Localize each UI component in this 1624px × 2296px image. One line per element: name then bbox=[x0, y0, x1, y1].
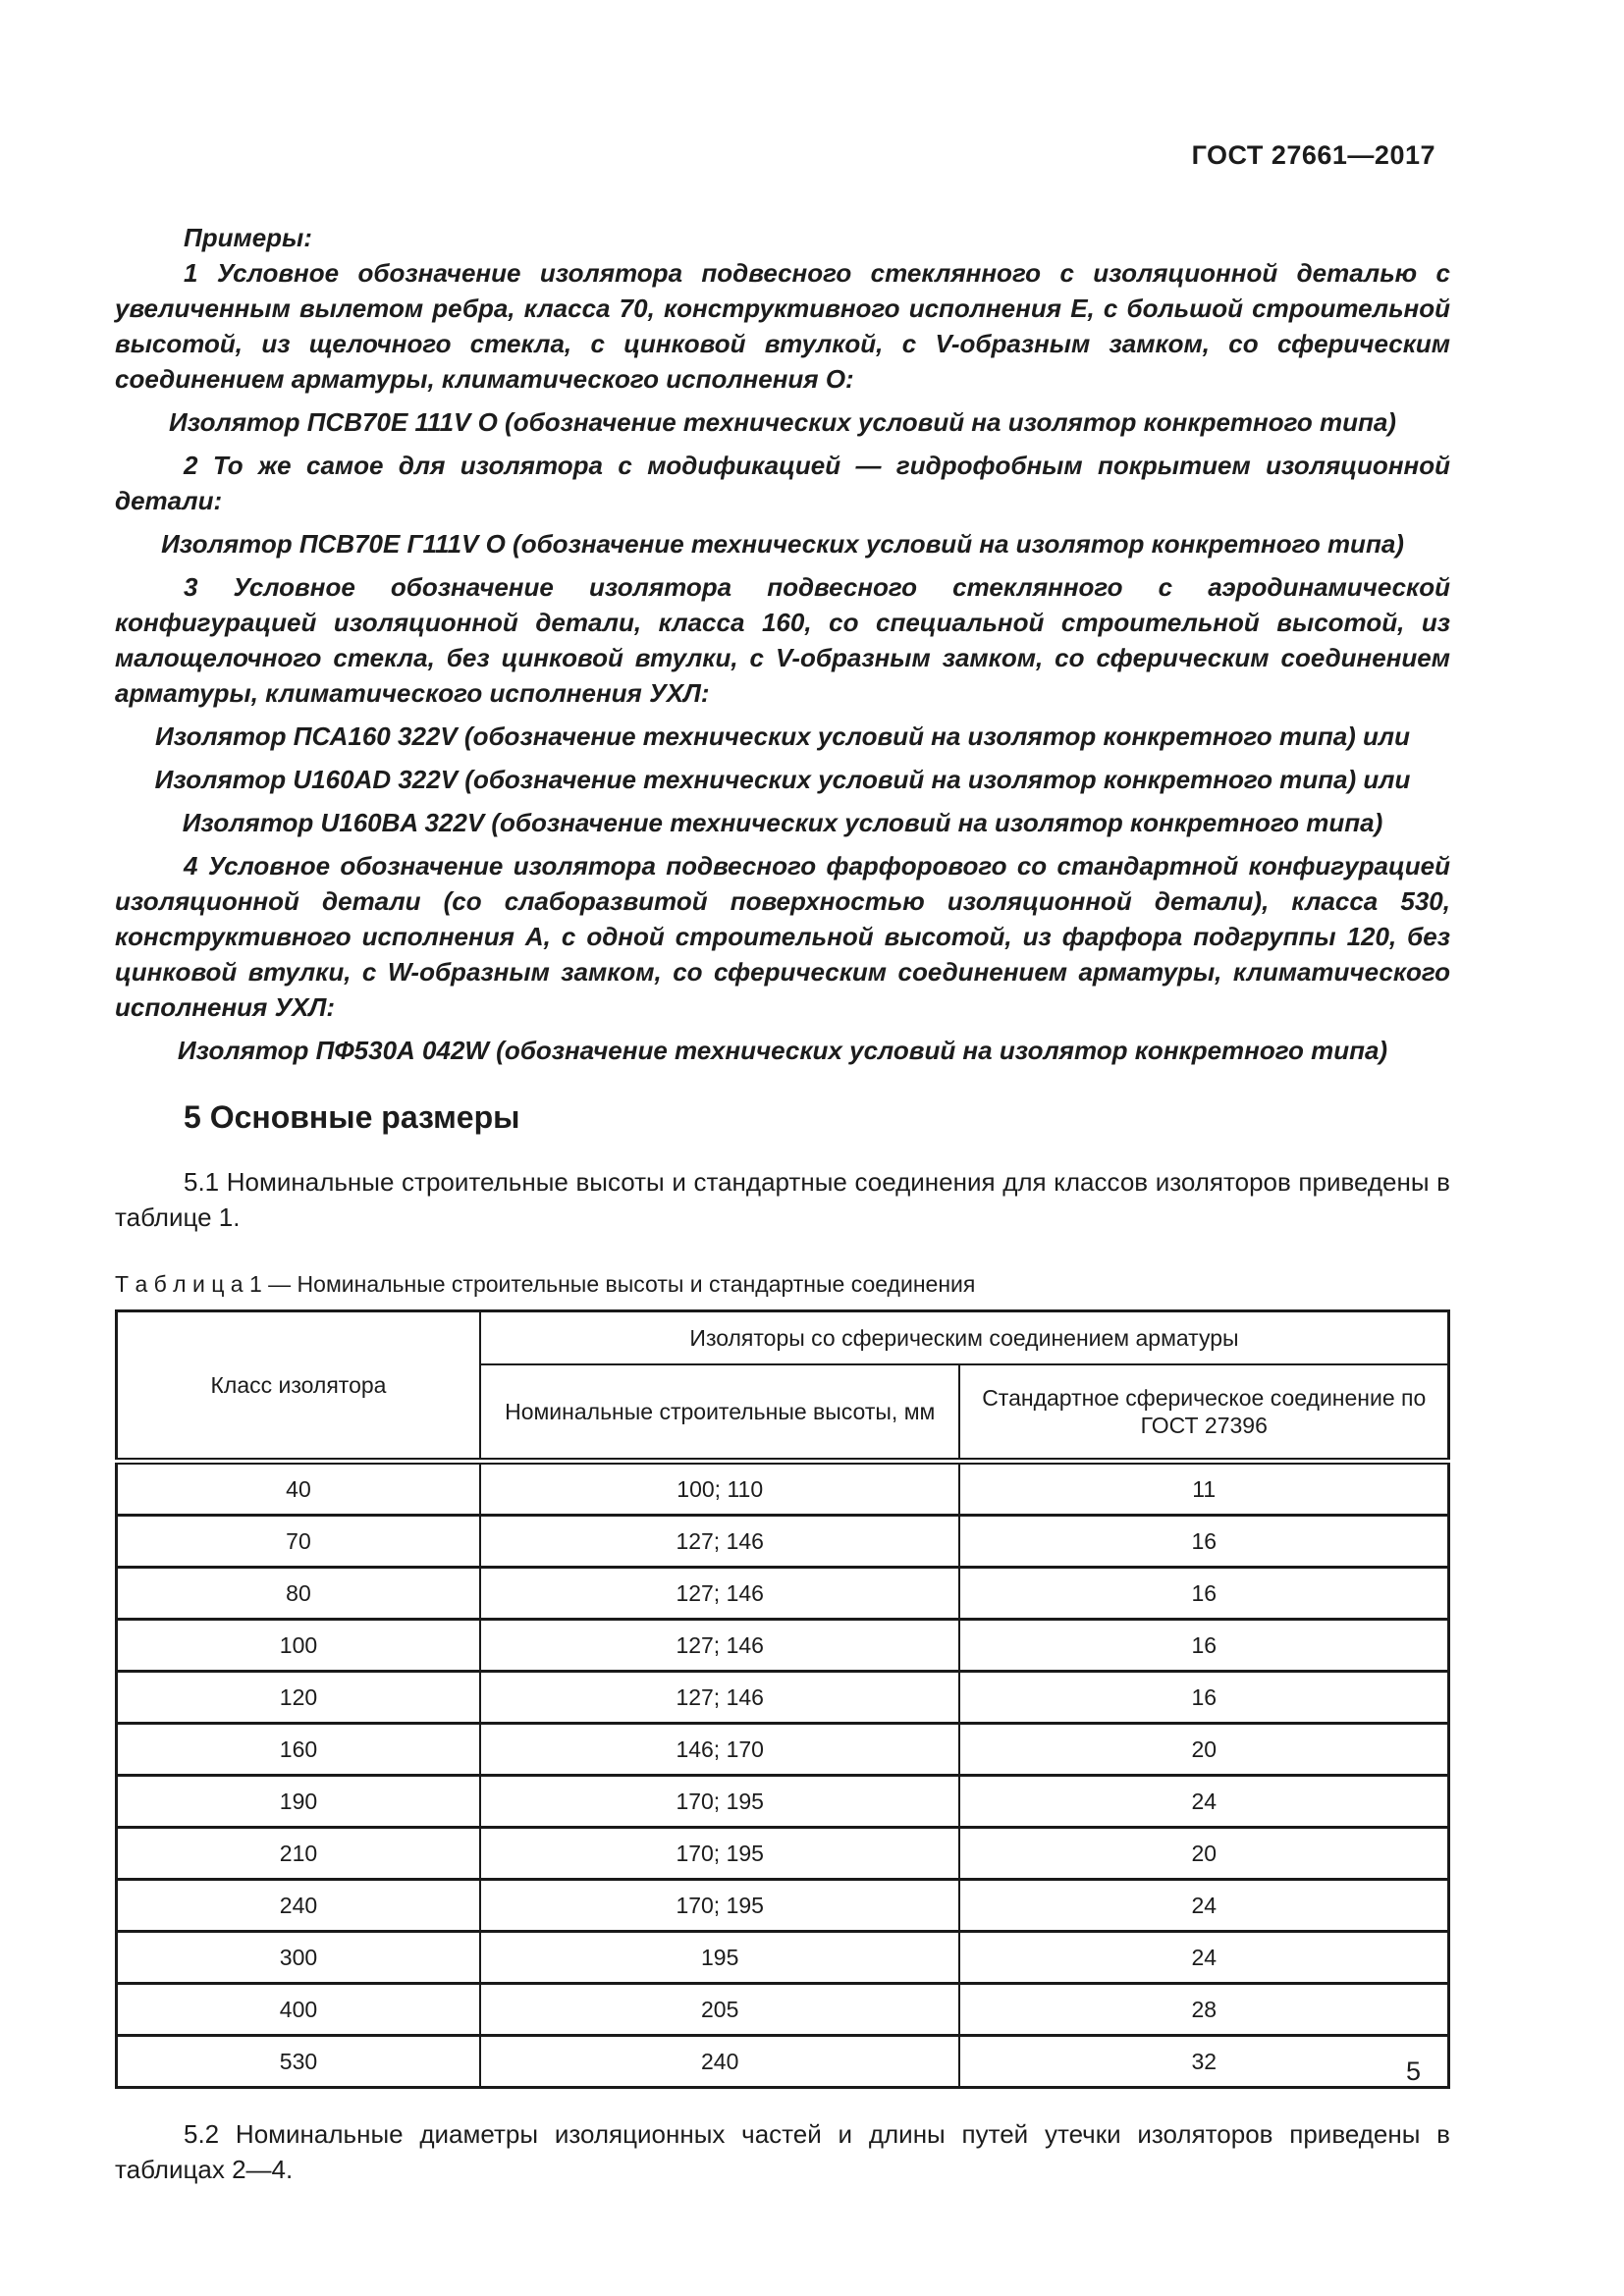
clause-5-1: 5.1 Номинальные строительные высоты и стандартные соединения для классов изоляторов приведены в таблице 1. bbox=[115, 1167, 1450, 1232]
table-cell: 127; 146 bbox=[480, 1516, 960, 1568]
table-cell: 70 bbox=[117, 1516, 480, 1568]
example-4-designation: Изолятор ПФ530А 042W (обозначение технических условий на изолятор конкретного типа) bbox=[177, 1036, 1388, 1065]
table-cell: 190 bbox=[117, 1776, 480, 1828]
example-2-designation: Изолятор ПСВ70Е Г111V О (обозначение технических условий на изолятор конкретного типа) bbox=[161, 529, 1404, 559]
table-cell: 24 bbox=[959, 1932, 1448, 1984]
example-1-designation: Изолятор ПСВ70Е 111V О (обозначение технических условий на изолятор конкретного типа) bbox=[169, 407, 1396, 437]
table-cell: 100; 110 bbox=[480, 1462, 960, 1516]
example-1-text: 1 Условное обозначение изолятора подвесного стеклянного с изоляционной деталью с увеличенным вылетом ребра, класса 70, конструктивного исполнения Е, с большой строительной высотой, из щелочного стекла, с цинковой втулкой, с V-образным замком, со сферическим соединением арматуры, климатического исполнения О: bbox=[115, 258, 1450, 394]
table-cell: 28 bbox=[959, 1984, 1448, 2036]
table-cell: 11 bbox=[959, 1462, 1448, 1516]
table-cell: 32 bbox=[959, 2036, 1448, 2088]
table-cell: 530 bbox=[117, 2036, 480, 2088]
table-cell: 170; 195 bbox=[480, 1828, 960, 1880]
table-row bbox=[117, 1880, 1449, 1932]
example-3-designation-1: Изолятор ПСА160 322V (обозначение технических условий на изолятор конкретного типа) или bbox=[155, 721, 1410, 751]
example-2-text: 2 То же самое для изолятора с модификацией — гидрофобным покрытием изоляционной детали: bbox=[115, 451, 1450, 515]
table-row bbox=[117, 1724, 1449, 1776]
column-header-class: Класс изолятора bbox=[117, 1311, 480, 1462]
table-cell: 240 bbox=[480, 2036, 960, 2088]
table-cell: 16 bbox=[959, 1620, 1448, 1672]
table-cell: 20 bbox=[959, 1724, 1448, 1776]
table-cell: 170; 195 bbox=[480, 1880, 960, 1932]
example-4-text: 4 Условное обозначение изолятора подвесного фарфорового со стандартной конфигурацией изоляционной детали (со слаборазвитой поверхностью изоляционной детали), класса 530, конструктивного исполнения А, с одной строительной высотой, из фарфора подгруппы 120, без цинковой втулки, с W-образным замком, со сферическим соединением арматуры, климатического исполнения УХЛ: bbox=[115, 851, 1450, 1022]
doc-number: ГОСТ 27661—2017 bbox=[1191, 140, 1435, 170]
table-cell: 160 bbox=[117, 1724, 480, 1776]
table-header-row-1 bbox=[117, 1311, 1449, 1365]
example-3-designation-2: Изолятор U160AD 322V (обозначение технических условий на изолятор конкретного типа) или bbox=[154, 765, 1411, 794]
table-row bbox=[117, 1672, 1449, 1724]
table-cell: 24 bbox=[959, 1880, 1448, 1932]
table-row bbox=[117, 1568, 1449, 1620]
clause-5-2: 5.2 Номинальные диаметры изоляционных частей и длины путей утечки изоляторов приведены в таблицах 2—4. bbox=[115, 2119, 1450, 2184]
table-cell: 146; 170 bbox=[480, 1724, 960, 1776]
table-row bbox=[117, 1984, 1449, 2036]
table-cell: 24 bbox=[959, 1776, 1448, 1828]
table-cell: 127; 146 bbox=[480, 1620, 960, 1672]
table-cell: 40 bbox=[117, 1462, 480, 1516]
table-cell: 300 bbox=[117, 1932, 480, 1984]
examples-label: Примеры: bbox=[184, 223, 312, 252]
table-cell: 127; 146 bbox=[480, 1672, 960, 1724]
table-caption-label: Т а б л и ц а 1 bbox=[115, 1271, 262, 1297]
example-3-designation-3: Изолятор U160BA 322V (обозначение технических условий на изолятор конкретного типа) bbox=[182, 808, 1383, 837]
table-cell: 127; 146 bbox=[480, 1568, 960, 1620]
column-header-connection: Стандартное сферическое соединение по ГОСТ 27396 bbox=[959, 1364, 1448, 1462]
table-cell: 120 bbox=[117, 1672, 480, 1724]
table-row bbox=[117, 1462, 1449, 1516]
table-cell: 400 bbox=[117, 1984, 480, 2036]
table-cell: 16 bbox=[959, 1672, 1448, 1724]
table-cell: 210 bbox=[117, 1828, 480, 1880]
page-content bbox=[115, 220, 1450, 2213]
table-cell: 100 bbox=[117, 1620, 480, 1672]
table-cell: 16 bbox=[959, 1516, 1448, 1568]
table-cell: 80 bbox=[117, 1568, 480, 1620]
table-cell: 170; 195 bbox=[480, 1776, 960, 1828]
table-row bbox=[117, 1516, 1449, 1568]
table-row bbox=[117, 1776, 1449, 1828]
table-cell: 205 bbox=[480, 1984, 960, 2036]
table-1 bbox=[115, 1309, 1450, 2089]
table-cell: 240 bbox=[117, 1880, 480, 1932]
page-number: 5 bbox=[1405, 2056, 1421, 2086]
column-header-heights: Номинальные строительные высоты, мм bbox=[480, 1364, 960, 1462]
table-row bbox=[117, 1932, 1449, 1984]
column-header-group: Изоляторы со сферическим соединением арматуры bbox=[480, 1311, 1449, 1365]
table-cell: 16 bbox=[959, 1568, 1448, 1620]
table-cell: 20 bbox=[959, 1828, 1448, 1880]
table-row bbox=[117, 1620, 1449, 1672]
example-3-text: 3 Условное обозначение изолятора подвесного стеклянного с аэродинамической конфигурацией изоляционной детали, класса 160, со специальной строительной высотой, из малощелочного стекла, без цинковой втулки, с V-образным замком, со сферическим соединением арматуры, климатического исполнения УХЛ: bbox=[115, 572, 1450, 708]
table-cell: 195 bbox=[480, 1932, 960, 1984]
section-heading: 5 Основные размеры bbox=[184, 1099, 520, 1135]
table-row bbox=[117, 1828, 1449, 1880]
table-caption-text: — Номинальные строительные высоты и стандартные соединения bbox=[268, 1271, 976, 1297]
table-caption bbox=[115, 1268, 1450, 1300]
